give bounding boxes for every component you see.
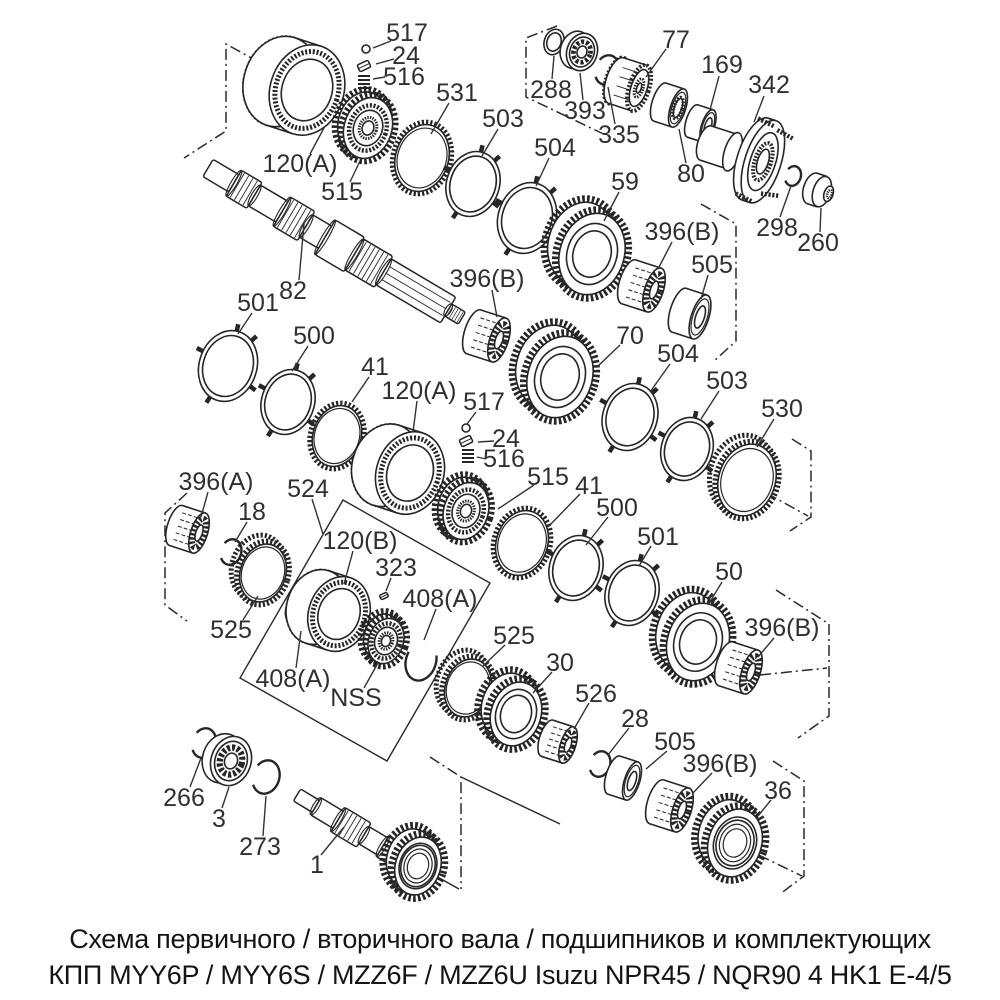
- part-label-515: 515: [527, 463, 569, 491]
- leader-line: [424, 609, 436, 640]
- part-label-80: 80: [677, 160, 705, 188]
- part-label-70: 70: [616, 322, 644, 350]
- part-label-77: 77: [662, 26, 690, 54]
- part-label-1: 1: [310, 851, 324, 879]
- part-80: [647, 81, 692, 130]
- part-label-505: 505: [654, 728, 696, 756]
- part-label-396(B): 396(B): [744, 614, 820, 642]
- leader-line: [780, 186, 791, 217]
- part-label-524: 524: [287, 475, 329, 503]
- part-label-120(B): 120(B): [322, 527, 398, 555]
- part-label-288: 288: [530, 76, 572, 104]
- part-517-1: [362, 45, 370, 53]
- part-label-503: 503: [706, 367, 748, 395]
- leader-line: [482, 129, 498, 156]
- part-70: [499, 312, 610, 431]
- leader-line: [710, 76, 719, 110]
- part-label-516: 516: [383, 63, 425, 91]
- part-505-2: [601, 754, 646, 803]
- part-label-30: 30: [546, 649, 574, 677]
- part-label-500: 500: [596, 494, 638, 522]
- part-label-82: 82: [279, 277, 307, 305]
- part-label-266: 266: [163, 784, 205, 812]
- part-label-500: 500: [293, 322, 335, 350]
- part-label-526: 526: [575, 680, 617, 708]
- part-label-396(B): 396(B): [644, 218, 720, 246]
- part-label-501: 501: [237, 289, 279, 317]
- part-396B-4: [641, 777, 698, 835]
- part-label-504: 504: [657, 340, 699, 368]
- caption-line-1: Схема первичного / вторичного вала / подшипников и комплектующих: [69, 924, 931, 954]
- leader-line: [413, 401, 417, 432]
- part-273: [250, 757, 284, 797]
- leader-line: [263, 796, 266, 836]
- part-label-298: 298: [756, 214, 798, 242]
- part-label-18: 18: [238, 498, 266, 526]
- part-label-NSS: NSS: [330, 684, 382, 712]
- boundary-line: [760, 668, 827, 675]
- part-label-24: 24: [492, 425, 520, 453]
- part-526: [534, 718, 581, 766]
- part-3: [196, 728, 258, 791]
- part-label-323: 323: [375, 554, 417, 582]
- leader-line: [312, 499, 323, 534]
- leader-line: [658, 242, 672, 269]
- part-label-530: 530: [761, 395, 803, 423]
- part-label-525: 525: [210, 616, 252, 644]
- part-260: [799, 171, 838, 211]
- part-396B-2: [458, 307, 515, 365]
- part-label-396(B): 396(B): [682, 750, 758, 778]
- part-label-28: 28: [621, 705, 649, 733]
- part-label-517: 517: [463, 388, 505, 416]
- part-label-408(A): 408(A): [402, 585, 478, 613]
- part-label-396(B): 396(B): [449, 265, 525, 293]
- part-label-335: 335: [598, 121, 640, 149]
- part-323: [379, 592, 388, 600]
- part-label-273: 273: [239, 833, 281, 861]
- part-408A-2: [401, 647, 439, 685]
- caption-line-2: КПП MYY6P / MYY6S / MZZ6F / MZZ6U Isuzu NPR45 / NQR90 4 HK1 E-4/5: [48, 960, 952, 990]
- part-label-503: 503: [482, 105, 524, 133]
- part-label-531: 531: [436, 79, 478, 107]
- part-label-41: 41: [361, 353, 389, 381]
- part-396A: [162, 503, 214, 556]
- part-501-1: [182, 314, 274, 416]
- part-label-36: 36: [764, 777, 792, 805]
- part-label-3: 3: [212, 805, 226, 833]
- leader-line: [650, 364, 670, 392]
- part-24-2: [459, 435, 473, 447]
- part-label-408(A): 408(A): [255, 665, 331, 693]
- part-516-2: [462, 450, 474, 462]
- part-label-24: 24: [392, 42, 420, 70]
- leader-line: [190, 758, 201, 787]
- part-label-504: 504: [534, 134, 576, 162]
- part-label-396(A): 396(A): [178, 468, 254, 496]
- part-label-505: 505: [691, 251, 733, 279]
- part-label-169: 169: [701, 51, 743, 79]
- part-label-393: 393: [564, 97, 606, 125]
- part-24-1: [357, 60, 371, 72]
- part-label-120(A): 120(A): [262, 150, 338, 178]
- part-77: [599, 55, 656, 114]
- part-label-59: 59: [611, 168, 639, 196]
- boundary-line: [790, 439, 811, 531]
- part-label-515: 515: [321, 178, 363, 206]
- boundary-line: [461, 777, 560, 824]
- part-298: [783, 164, 803, 188]
- part-label-501: 501: [637, 523, 679, 551]
- part-label-260: 260: [797, 229, 839, 257]
- leader-line: [580, 73, 583, 100]
- part-label-517: 517: [386, 19, 428, 47]
- part-label-41: 41: [575, 472, 603, 500]
- part-label-525: 525: [493, 622, 535, 650]
- leader-line: [701, 391, 719, 419]
- part-517-2: [462, 424, 470, 432]
- part-label-342: 342: [748, 71, 790, 99]
- boundary-line: [776, 590, 829, 738]
- part-505-1: [664, 286, 716, 342]
- part-label-50: 50: [715, 558, 743, 586]
- part-label-516: 516: [483, 445, 525, 473]
- part-label-120(A): 120(A): [381, 377, 457, 405]
- part-36: [683, 788, 777, 888]
- leader-line: [536, 158, 549, 186]
